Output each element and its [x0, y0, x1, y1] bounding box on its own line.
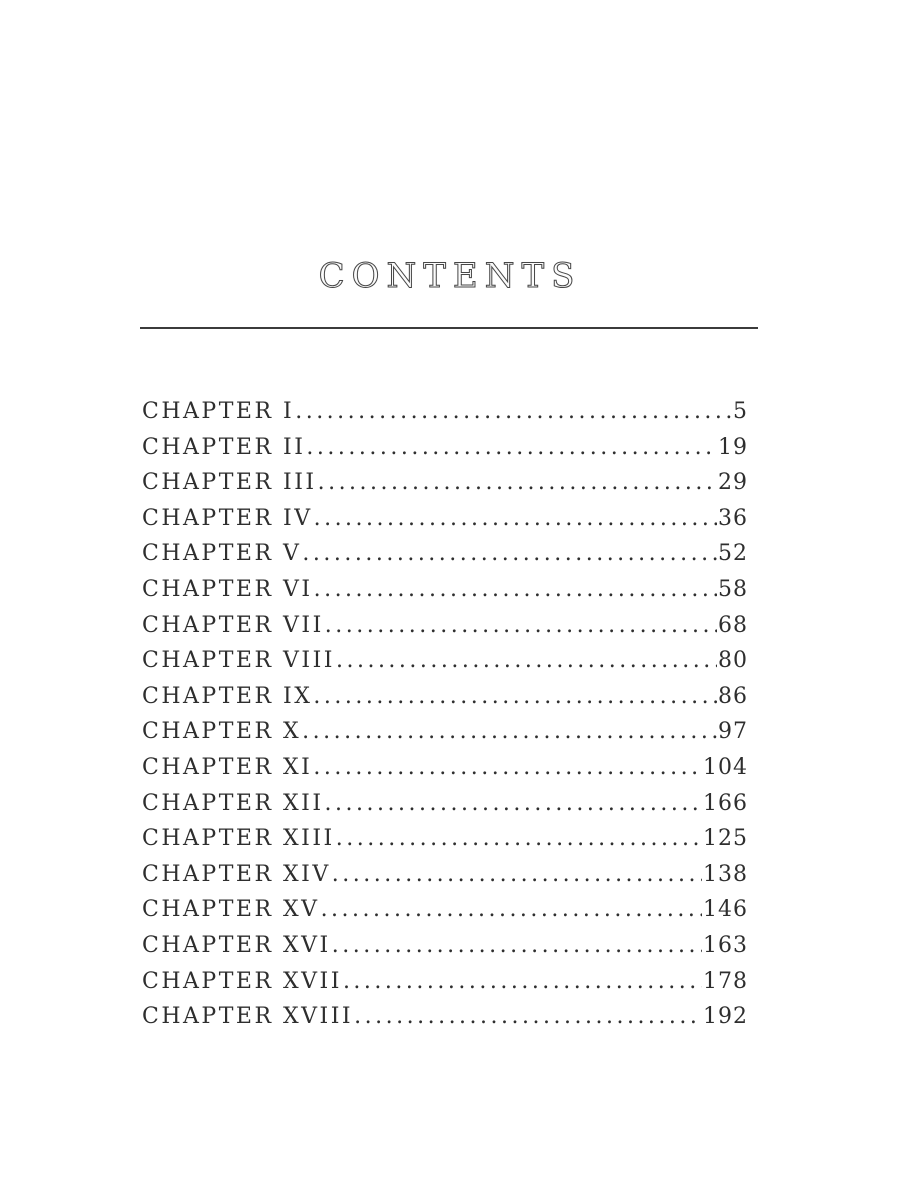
- dot-leader: [336, 826, 702, 851]
- page-number: 36: [718, 505, 748, 531]
- chapter-label: CHAPTER XV: [142, 897, 320, 923]
- dot-leader: [313, 755, 702, 780]
- dot-leader: [332, 933, 702, 958]
- page-number: 104: [703, 754, 748, 780]
- chapter-label: CHAPTER VI: [142, 576, 313, 602]
- page-number: 97: [718, 719, 748, 745]
- page-number: 125: [703, 826, 748, 852]
- toc-entry: [142, 791, 748, 827]
- dot-leader: [321, 897, 702, 922]
- dot-leader: [325, 791, 702, 816]
- chapter-label: CHAPTER XIV: [142, 861, 331, 887]
- page-number: 5: [733, 399, 748, 424]
- chapter-label: CHAPTER XVI: [142, 932, 331, 958]
- chapter-label: CHAPTER III: [142, 470, 317, 496]
- toc-entry: [142, 470, 748, 506]
- page-number: 19: [718, 434, 748, 460]
- dot-leader: [314, 577, 717, 602]
- page-number: 166: [703, 790, 748, 816]
- toc-entry: [142, 399, 748, 435]
- dot-leader: [318, 470, 717, 495]
- dot-leader: [295, 399, 732, 424]
- chapter-label: CHAPTER XII: [142, 790, 324, 816]
- dot-leader: [332, 862, 702, 887]
- page-number: 192: [703, 1004, 748, 1030]
- toc-entry: [142, 719, 748, 755]
- dot-leader: [343, 969, 702, 994]
- page-number: 68: [718, 612, 748, 638]
- toc-entry: [142, 969, 748, 1005]
- dot-leader: [302, 541, 717, 566]
- page-number: 80: [718, 648, 748, 674]
- page-number: 52: [718, 541, 748, 567]
- dot-leader: [314, 506, 717, 531]
- toc-entry: [142, 897, 748, 933]
- page-number: 29: [718, 470, 748, 496]
- dot-leader: [306, 435, 717, 460]
- page-title: CONTENTS: [318, 256, 582, 296]
- chapter-label: CHAPTER V: [142, 541, 302, 567]
- page-number: 86: [718, 683, 748, 709]
- chapter-label: CHAPTER IX: [142, 683, 313, 709]
- dot-leader: [313, 684, 717, 709]
- toc-entry: [142, 826, 748, 862]
- page-number: 138: [703, 861, 748, 887]
- dot-leader: [325, 613, 717, 638]
- toc-entry: [142, 933, 748, 969]
- chapter-label: CHAPTER I: [142, 399, 295, 424]
- toc-entry: [142, 1004, 748, 1040]
- toc-entry: [142, 684, 748, 720]
- chapter-label: CHAPTER VIII: [142, 648, 335, 674]
- toc-entry: [142, 435, 748, 471]
- dot-leader: [354, 1004, 702, 1029]
- page-number: 146: [703, 897, 748, 923]
- chapter-label: CHAPTER VII: [142, 612, 324, 638]
- toc-entry: [142, 862, 748, 898]
- chapter-label: CHAPTER XI: [142, 754, 313, 780]
- chapter-label: CHAPTER XIII: [142, 826, 335, 852]
- dot-leader: [336, 648, 717, 673]
- chapter-label: CHAPTER XVIII: [142, 1004, 354, 1030]
- toc-entry: [142, 541, 748, 577]
- toc-entry: [142, 755, 748, 791]
- title-divider: [140, 327, 758, 329]
- toc-entry: [142, 506, 748, 542]
- page-number: 58: [718, 576, 748, 602]
- dot-leader: [302, 719, 717, 744]
- chapter-label: CHAPTER XVII: [142, 968, 342, 994]
- toc-entry: [142, 648, 748, 684]
- chapter-label: CHAPTER X: [142, 719, 302, 745]
- toc-entry: [142, 613, 748, 649]
- chapter-label: CHAPTER IV: [142, 505, 313, 531]
- page-number: 163: [703, 932, 748, 958]
- table-of-contents: [142, 399, 748, 1040]
- page-number: 178: [703, 968, 748, 994]
- chapter-label: CHAPTER II: [142, 434, 306, 460]
- toc-entry: [142, 577, 748, 613]
